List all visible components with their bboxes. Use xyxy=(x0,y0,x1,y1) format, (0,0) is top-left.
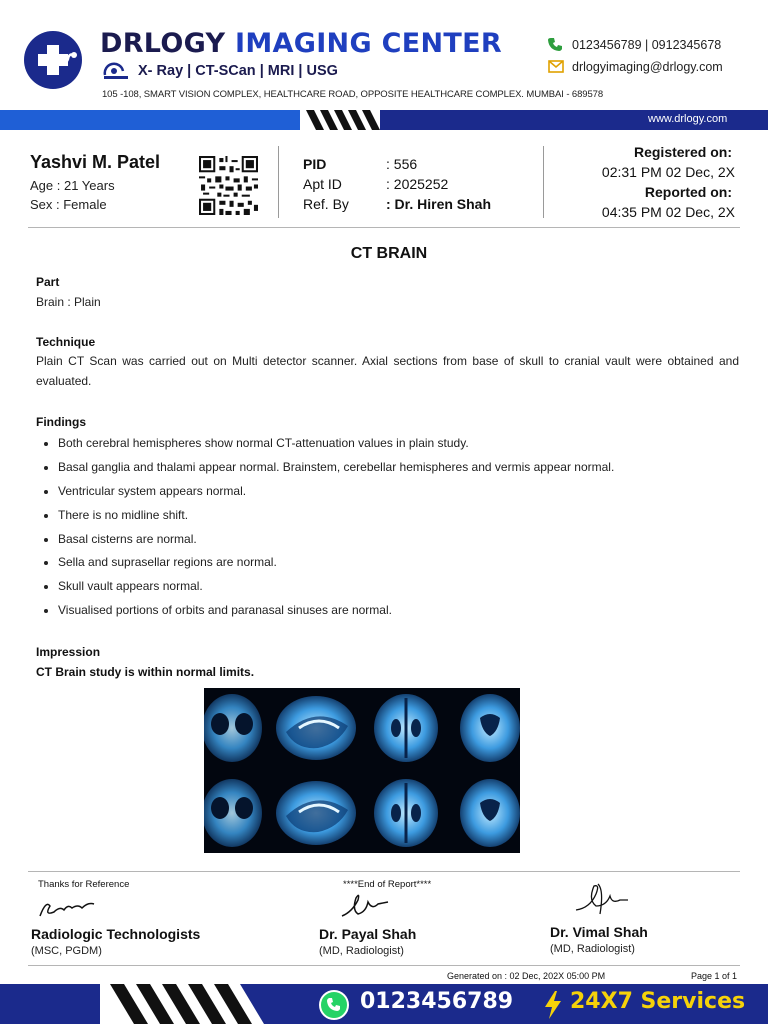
scan-axial-orbit xyxy=(204,694,262,762)
finding-item: • Basal ganglia and thalami appear normal. Brainstem, cerebellar hemispheres and vermis appear normal. xyxy=(58,456,758,480)
whatsapp-icon[interactable] xyxy=(318,989,350,1021)
phone-numbers: 0123456789 | 0912345678 xyxy=(572,38,722,52)
findings-list xyxy=(36,432,758,623)
scan-axial-orbit xyxy=(204,779,262,847)
scan-coronal xyxy=(374,779,438,847)
registered-label: Registered on: xyxy=(633,144,732,160)
clinic-name xyxy=(100,28,502,59)
lightning-icon xyxy=(543,991,563,1019)
sig2-name: Dr. Payal Shah xyxy=(319,926,417,942)
apt-id-label: Apt ID xyxy=(303,176,342,192)
technique-heading: Technique xyxy=(36,335,96,349)
clinic-address: 105 -108, SMART VISION COMPLEX, HEALTHCARE ROAD, OPPOSITE HEALTHCARE COMPLEX. MUMBAI - 689578 xyxy=(102,89,604,100)
payal-shah-signature xyxy=(338,890,392,922)
finding-item: • Basal cisterns are normal. xyxy=(58,528,758,552)
page-number: Page 1 of 1 xyxy=(691,971,738,981)
pid-value: : 556 xyxy=(386,156,418,172)
services-text: X- Ray | CT-SCan | MRI | USG xyxy=(138,63,338,79)
sig2-qualification: (MD, Radiologist) xyxy=(319,945,404,957)
patient-name: Yashvi M. Patel xyxy=(30,152,161,172)
vimal-shah-signature xyxy=(570,880,630,922)
header-stripes xyxy=(300,110,382,130)
email-address: drlogyimaging@drlogy.com xyxy=(572,60,723,74)
sig1-name: Radiologic Technologists xyxy=(31,926,201,942)
signature-divider xyxy=(28,871,740,872)
footer-divider xyxy=(28,965,740,966)
report-title: CT BRAIN xyxy=(350,245,428,262)
brand-part2: IMAGING CENTER xyxy=(235,28,502,59)
header-band-left xyxy=(0,110,300,130)
info-divider xyxy=(543,146,544,218)
thanks-text: Thanks for Reference xyxy=(38,879,130,890)
finding-item: • Ventricular system appears normal. xyxy=(58,480,758,504)
medical-cross-icon xyxy=(24,31,82,89)
patient-sex: Sex : Female xyxy=(30,197,107,212)
end-of-report-text: ****End of Report**** xyxy=(343,879,432,890)
footer-services: 24X7 Services xyxy=(570,989,746,1014)
patient-age: Age : 21 Years xyxy=(30,178,115,193)
finding-item: • Sella and suprasellar regions are normal. xyxy=(58,551,758,575)
part-text: Brain : Plain xyxy=(36,295,101,309)
pid-label: PID xyxy=(303,156,327,172)
qr-code-icon[interactable] xyxy=(199,156,258,215)
ref-by-label: Ref. By xyxy=(303,196,349,212)
footer-phone[interactable]: 0123456789 xyxy=(360,989,514,1014)
part-heading: Part xyxy=(36,275,60,289)
website-link[interactable]: www.drlogy.com xyxy=(648,113,728,125)
technologist-signature xyxy=(36,896,102,922)
reported-label: Reported on: xyxy=(644,184,732,200)
clinic-logo xyxy=(24,31,82,89)
scan-sagittal xyxy=(276,781,356,845)
finding-item: • There is no midline shift. xyxy=(58,504,758,528)
sig3-name: Dr. Vimal Shah xyxy=(550,924,648,940)
sig1-qualification: (MSC, PGDM) xyxy=(31,945,102,957)
registered-value: 02:31 PM 02 Dec, 2X xyxy=(601,164,735,180)
ct-scan-image-grid xyxy=(204,688,520,853)
phone-icon xyxy=(548,37,564,53)
apt-id-value: : 2025252 xyxy=(386,176,449,192)
finding-item: • Both cerebral hemispheres show normal CT-attenuation values in plain study. xyxy=(58,432,758,456)
footer-stripes xyxy=(100,984,300,1024)
finding-item: • Skull vault appears normal. xyxy=(58,575,758,599)
mail-icon xyxy=(548,60,564,74)
email-contact[interactable] xyxy=(548,60,723,74)
phone-contact[interactable] xyxy=(548,37,721,53)
xray-machine-icon xyxy=(102,62,130,80)
impression-heading: Impression xyxy=(36,645,101,659)
reported-value: 04:35 PM 02 Dec, 2X xyxy=(601,204,735,220)
brand-part1: DRLOGY xyxy=(100,28,226,59)
scan-sagittal xyxy=(276,696,356,760)
sig3-qualification: (MD, Radiologist) xyxy=(550,943,635,955)
services-line xyxy=(102,62,338,80)
technique-text: Plain CT Scan was carried out on Multi detector scanner. Axial sections from base of skull to cranial vault were obtained and evaluated. xyxy=(36,354,739,388)
scan-coronal xyxy=(374,694,438,762)
generated-on: Generated on : 02 Dec, 202X 05:00 PM xyxy=(447,971,606,981)
scan-axial xyxy=(460,779,520,847)
findings-heading: Findings xyxy=(36,415,86,429)
finding-item: • Visualised portions of orbits and paranasal sinuses are normal. xyxy=(58,599,758,623)
ref-by-value: : Dr. Hiren Shah xyxy=(386,196,492,212)
impression-text: CT Brain study is within normal limits. xyxy=(36,665,255,679)
info-divider xyxy=(278,146,279,218)
section-divider xyxy=(28,227,740,228)
scan-axial xyxy=(460,694,520,762)
